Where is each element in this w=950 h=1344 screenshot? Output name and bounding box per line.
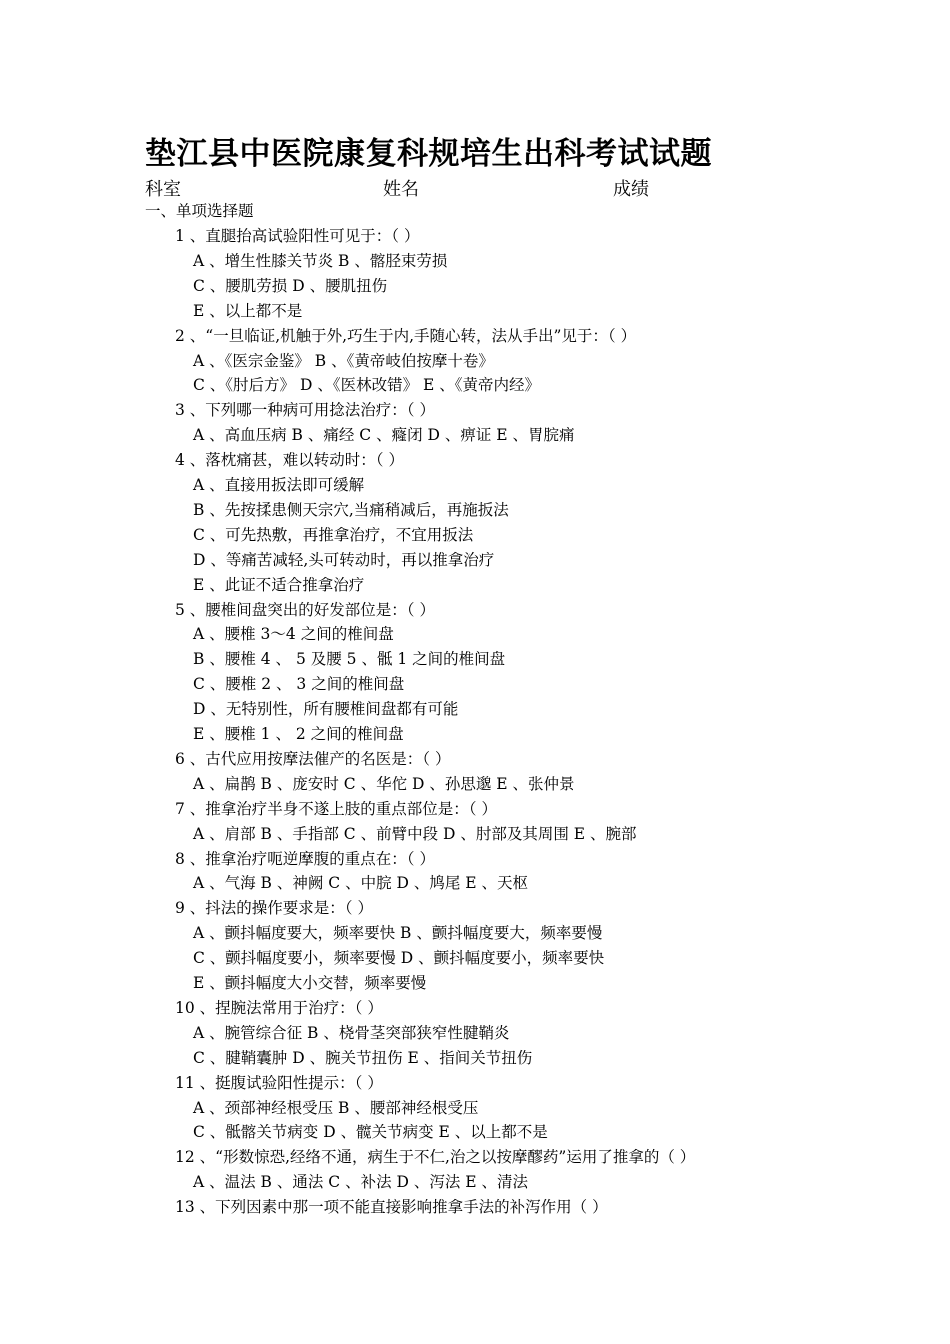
question-text: 13 、下列因素中那一项不能直接影响推拿手法的补泻作用（ ） — [175, 1198, 608, 1217]
option-text: E 、以上都不是 — [193, 301, 303, 320]
section-heading: 一、单项选择题 — [145, 202, 254, 220]
question-text: 5 、腰椎间盘突出的好发部位是：（ ） — [175, 600, 435, 619]
question-text: 7 、推拿治疗半身不遂上肢的重点部位是：（ ） — [175, 799, 497, 818]
option-text: A 、直接用扳法即可缓解 — [193, 476, 365, 494]
question-text: 10 、捏腕法常用于治疗：（ ） — [175, 998, 383, 1017]
question-text: 6 、古代应用按摩法催产的名医是：（ ） — [175, 749, 451, 768]
option-text: C 、《肘后方》 D 、《医林改错》 E 、《黄帝内经》 — [193, 376, 540, 395]
option-text: A 、增生性膝关节炎 B 、髂胫束劳损 — [193, 251, 448, 270]
option-text: A 、扁鹊 B 、庞安时 C 、华佗 D 、孙思邈 E 、张仲景 — [193, 774, 575, 793]
question-text: 12 、“形数惊恐,经络不通，病生于不仁,治之以按摩醪药”运用了推拿的（ ） — [175, 1148, 696, 1167]
option-text: E 、此证不适合推拿治疗 — [193, 575, 365, 594]
question-text: 1 、直腿抬高试验阳性可见于：（ ） — [175, 227, 420, 245]
question-text: 8 、推拿治疗呃逆摩腹的重点在：（ ） — [175, 849, 435, 868]
dept-label: 科室 — [145, 179, 181, 200]
name-label: 姓名 — [383, 179, 419, 200]
question-text: 2 、“一旦临证,机触于外,巧生于内,手随心转，法从手出”见于：（ ） — [175, 326, 637, 345]
exam-title: 垫江县中医院康复科规培生出科考试试题 — [145, 136, 712, 172]
option-text: A 、腕管综合征 B 、桡骨茎突部狭窄性腱鞘炎 — [193, 1023, 510, 1042]
option-text: A 、高血压病 B 、痛经 C 、癃闭 D 、痹证 E 、胃脘痛 — [193, 426, 575, 445]
option-text: E 、颤抖幅度大小交替，频率要慢 — [193, 974, 427, 992]
option-text: C 、腱鞘囊肿 D 、腕关节扭伤 E 、指间关节扭伤 — [193, 1048, 533, 1067]
question-text: 9 、抖法的操作要求是：（ ） — [175, 899, 373, 918]
question-text: 11 、挺腹试验阳性提示：（ ） — [175, 1073, 383, 1092]
option-text: C 、腰肌劳损 D 、腰肌扭伤 — [193, 276, 388, 295]
option-text: C 、骶髂关节病变 D 、髋关节病变 E 、以上都不是 — [193, 1123, 548, 1142]
option-text: A 、颤抖幅度要大，频率要快 B 、颤抖幅度要大，频率要慢 — [193, 924, 603, 943]
question-text: 4 、落枕痛甚，难以转动时：（ ） — [175, 451, 404, 470]
option-text: E 、腰椎 1 、 2 之间的椎间盘 — [193, 725, 404, 743]
option-text: A 、《医宗金鉴》 B 、《黄帝岐伯按摩十卷》 — [193, 351, 494, 370]
option-text: C 、腰椎 2 、 3 之间的椎间盘 — [193, 675, 405, 694]
option-text: C 、颤抖幅度要小，频率要慢 D 、颤抖幅度要小，频率要快 — [193, 949, 605, 968]
option-text: A 、颈部神经根受压 B 、腰部神经根受压 — [193, 1098, 479, 1117]
option-text: A 、温法 B 、通法 C 、补法 D 、泻法 E 、清法 — [193, 1173, 529, 1192]
option-text: D 、等痛苦减轻,头可转动时，再以推拿治疗 — [193, 550, 495, 569]
option-text: B 、先按揉患侧天宗穴,当痛稍减后，再施扳法 — [193, 500, 509, 519]
option-text: A 、气海 B 、神阙 C 、中脘 D 、鸠尾 E 、天枢 — [193, 874, 529, 893]
option-text: B 、腰椎 4 、 5 及腰 5 、骶 1 之间的椎间盘 — [193, 650, 506, 669]
score-label: 成绩 — [613, 179, 649, 200]
option-text: A 、腰椎 3～4 之间的椎间盘 — [193, 625, 394, 644]
option-text: C 、可先热敷，再推拿治疗，不宜用扳法 — [193, 525, 474, 544]
question-text: 3 、下列哪一种病可用捻法治疗：（ ） — [175, 401, 435, 420]
option-text: A 、肩部 B 、手指部 C 、前臂中段 D 、肘部及其周围 E 、腕部 — [193, 824, 637, 843]
option-text: D 、无特别性，所有腰椎间盘都有可能 — [193, 700, 459, 719]
